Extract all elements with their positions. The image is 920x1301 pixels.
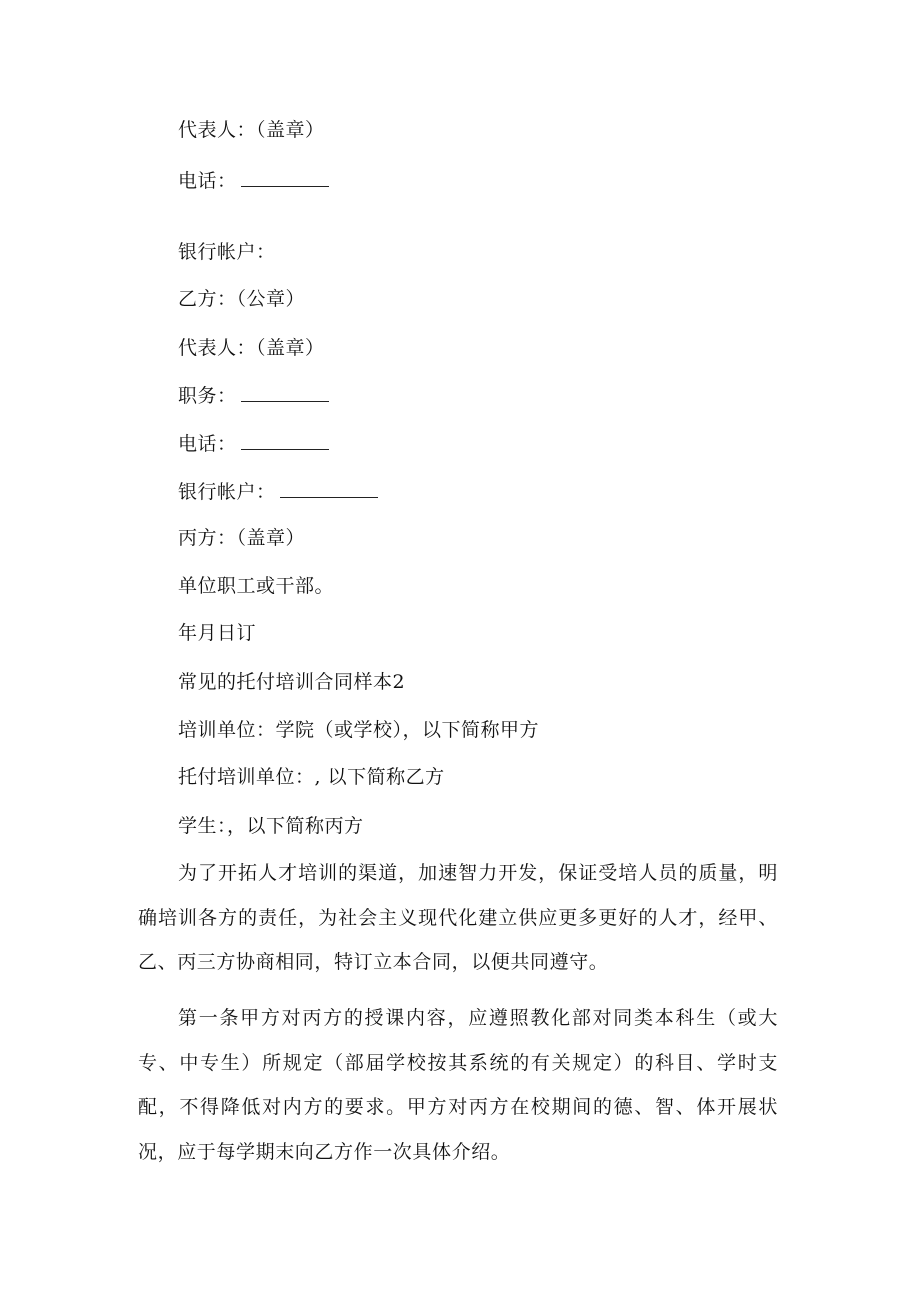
phone-blank-1 [241, 168, 329, 187]
student-line [178, 814, 364, 838]
representative-line-2 [178, 336, 325, 360]
contract-title [178, 670, 405, 694]
bank-account-label-2: 银行帐户： [178, 481, 276, 503]
article-1-paragraph: 第一条甲方对丙方的授课内容，应遵照教化部对同类本科生（或大专、中专生）所规定（部届学校按其系统的有关规定）的科目、学时支配，不得降低对内方的要求。甲方对丙方在校期间的德、智、体开展状况，应于每学期末向乙方作一次具体介绍。 [138, 1007, 778, 1163]
trainer-line [178, 718, 539, 742]
representative-text-1: 代表人：（盖章） [178, 119, 325, 141]
preamble-paragraph: 为了开拓人才培训的渠道，加速智力开发，保证受培人员的质量，明确培训各方的责任，为社会主义现代化建立供应更多更好的人才，经甲、乙、丙三方协商相同，特订立本合同，以便共同遵守。 [138, 862, 778, 973]
position-label: 职务： [178, 385, 237, 407]
date-line [178, 621, 256, 645]
party-c-line [178, 526, 305, 550]
phone-line-1 [178, 168, 329, 193]
representative-line-1 [178, 118, 325, 142]
entrusting-unit-line [178, 765, 445, 789]
bank-account-line-1 [178, 240, 276, 264]
student-text: 学生：，以下简称丙方 [178, 815, 364, 837]
phone-label-1: 电话： [178, 170, 237, 192]
date-text: 年月日订 [178, 622, 257, 644]
position-blank [241, 383, 329, 402]
contract-title-text: 常见的托付培训合同样本2 [178, 671, 406, 693]
note-line [178, 574, 334, 598]
bank-account-blank-2 [280, 479, 378, 498]
party-b-text: 乙方：（公章） [178, 288, 306, 310]
party-c-text: 丙方：（盖章） [178, 527, 306, 549]
phone-label-2: 电话： [178, 433, 237, 455]
position-line [178, 383, 329, 408]
phone-blank-2 [241, 431, 329, 450]
phone-line-2 [178, 431, 329, 456]
bank-account-line-2 [178, 479, 378, 504]
entrusting-unit-text: 托付培训单位：, 以下简称乙方 [178, 766, 445, 788]
bank-account-label-1: 银行帐户： [178, 241, 276, 263]
representative-text-2: 代表人：（盖章） [178, 337, 325, 359]
note-text: 单位职工或干部。 [178, 575, 335, 597]
party-b-line [178, 287, 305, 311]
trainer-text: 培训单位：学院（或学校），以下简称甲方 [178, 719, 540, 741]
